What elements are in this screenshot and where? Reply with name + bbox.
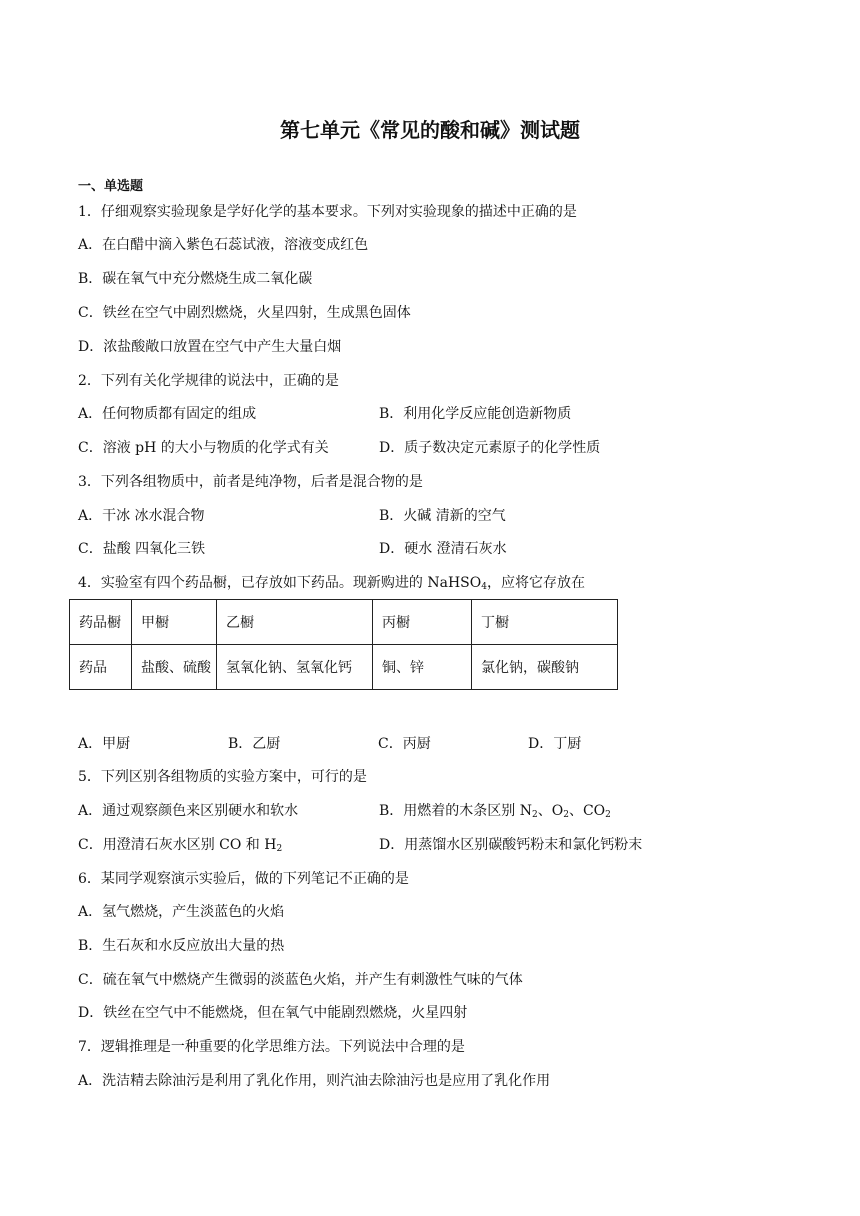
option-text: C．用澄清石灰水区别 CO 和 H xyxy=(78,837,277,853)
question-1-option-a: A．在白醋中滴入紫色石蕊试液，溶液变成红色 xyxy=(78,237,369,253)
question-5-stem: 5．下列区别各组物质的实验方案中，可行的是 xyxy=(78,769,367,785)
table-cell: 丙橱 xyxy=(373,600,472,645)
question-4-option-b: B．乙厨 xyxy=(228,736,281,752)
question-6-option-b: B．生石灰和水反应放出大量的热 xyxy=(78,938,285,954)
question-2-option-b: B．利用化学反应能创造新物质 xyxy=(379,406,572,422)
subscript: 2 xyxy=(532,810,538,820)
question-5-option-c xyxy=(78,836,282,858)
option-text: 、O xyxy=(537,803,564,819)
question-2-option-d: D．质子数决定元素原子的化学性质 xyxy=(379,440,601,456)
question-7-option-a: A．洗洁精去除油污是利用了乳化作用，则汽油去除油污也是应用了乳化作用 xyxy=(78,1073,551,1089)
question-6-stem: 6．某同学观察演示实验后，做的下列笔记不正确的是 xyxy=(78,871,409,887)
question-1-option-d: D．浓盐酸敞口放置在空气中产生大量白烟 xyxy=(78,339,342,355)
subscript: 2 xyxy=(605,810,611,820)
table-cell: 氯化钠，碳酸钠 xyxy=(472,645,618,690)
table-cell: 乙橱 xyxy=(217,600,373,645)
subscript: 2 xyxy=(563,810,569,820)
question-4-option-d: D．丁厨 xyxy=(528,736,582,752)
question-2-option-a: A．任何物质都有固定的组成 xyxy=(78,406,257,422)
question-3-stem: 3．下列各组物质中，前者是纯净物，后者是混合物的是 xyxy=(78,474,423,490)
option-text: 、CO xyxy=(568,803,606,819)
question-1-option-c: C．铁丝在空气中剧烈燃烧，火星四射，生成黑色固体 xyxy=(78,305,411,321)
table-cell: 甲橱 xyxy=(132,600,217,645)
question-2-option-c: C．溶液 pH 的大小与物质的化学式有关 xyxy=(78,440,329,456)
table-cell: 氢氧化钠、氢氧化钙 xyxy=(217,645,373,690)
table-row xyxy=(70,600,618,645)
question-5-option-b xyxy=(379,802,611,824)
table-cell: 丁橱 xyxy=(472,600,618,645)
question-3-option-d: D．硬水 澄清石灰水 xyxy=(379,541,507,557)
page-title: 第七单元《常见的酸和碱》测试题 xyxy=(280,118,580,142)
table-cell: 药品 xyxy=(70,645,132,690)
reagent-cabinet-table xyxy=(69,599,618,690)
subscript: 2 xyxy=(276,844,283,854)
table-row xyxy=(70,645,618,690)
question-2-stem: 2．下列有关化学规律的说法中，正确的是 xyxy=(78,373,339,389)
question-4-stem-subscript: 4 xyxy=(481,582,487,592)
question-4-option-c: C．丙厨 xyxy=(378,736,431,752)
question-1-option-b: B．碳在氧气中充分燃烧生成二氧化碳 xyxy=(78,271,313,287)
table-cell: 铜、锌 xyxy=(373,645,472,690)
question-4-stem-tail: ，应将它存放在 xyxy=(486,575,585,591)
question-4-option-a: A．甲厨 xyxy=(78,736,131,752)
question-3-option-a: A．干冰 冰水混合物 xyxy=(78,508,205,524)
question-5-option-a: A．通过观察颜色来区别硬水和软水 xyxy=(78,803,299,819)
question-4-stem-text: 4．实验室有四个药品橱，已存放如下药品。现新购进的 NaHSO xyxy=(78,575,482,591)
section-heading: 一、单选题 xyxy=(78,179,144,194)
question-4-stem xyxy=(78,574,585,596)
question-3-option-b: B．火碱 清新的空气 xyxy=(379,508,506,524)
question-5-option-d: D．用蒸馏水区别碳酸钙粉末和氯化钙粉末 xyxy=(379,837,643,853)
table-cell: 药品橱 xyxy=(70,600,132,645)
question-6-option-a: A．氢气燃烧，产生淡蓝色的火焰 xyxy=(78,904,285,920)
option-text: B．用燃着的木条区别 N xyxy=(379,803,532,819)
question-3-option-c: C．盐酸 四氧化三铁 xyxy=(78,541,206,557)
table-cell: 盐酸、硫酸 xyxy=(132,645,217,690)
question-6-option-c: C．硫在氧气中燃烧产生微弱的淡蓝色火焰，并产生有刺激性气味的气体 xyxy=(78,972,523,988)
question-1-stem: 1．仔细观察实验现象是学好化学的基本要求。下列对实验现象的描述中正确的是 xyxy=(78,204,577,220)
question-7-stem: 7．逻辑推理是一种重要的化学思维方法。下列说法中合理的是 xyxy=(78,1039,465,1055)
question-6-option-d: D．铁丝在空气中不能燃烧，但在氧气中能剧烈燃烧，火星四射 xyxy=(78,1005,468,1021)
